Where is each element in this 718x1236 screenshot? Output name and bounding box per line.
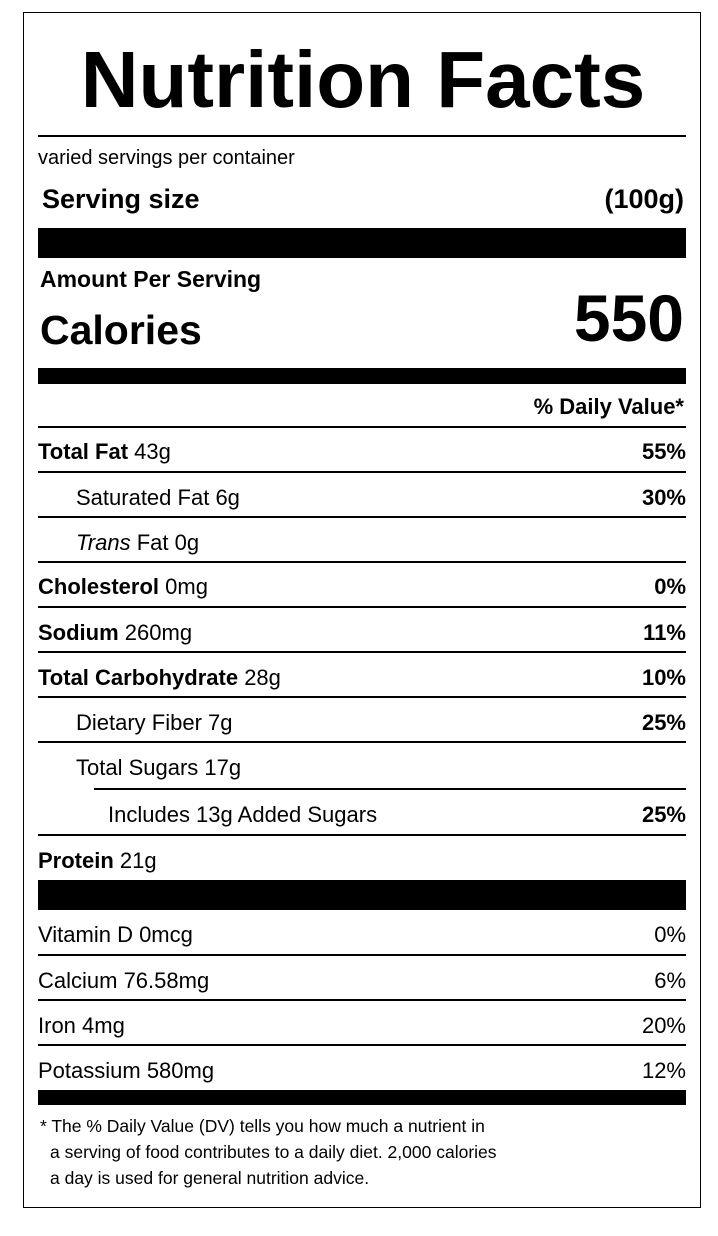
potassium-row xyxy=(38,1046,686,1090)
total-fat-row xyxy=(38,427,686,471)
potassium-text: Potassium 580mg xyxy=(38,1058,215,1083)
footnote-line-3: a day is used for general nutrition advice. xyxy=(50,1168,370,1188)
sodium-amount: 260mg xyxy=(124,620,193,645)
sodium-name: Sodium xyxy=(38,620,119,645)
footnote-line-2: a serving of food contributes to a daily diet. 2,000 calories xyxy=(50,1142,497,1162)
daily-value-header: % Daily Value* xyxy=(533,394,684,419)
nutrition-facts-label xyxy=(23,12,701,1208)
sodium-row xyxy=(38,608,686,652)
vitamin-d-text: Vitamin D 0mcg xyxy=(38,922,193,947)
saturated-fat-dv: 30% xyxy=(641,485,686,510)
saturated-fat-text xyxy=(76,485,240,511)
trans-fat-prefix: Trans xyxy=(76,530,131,555)
added-sugars-row xyxy=(38,790,686,834)
cholesterol-dv: 0% xyxy=(654,574,686,599)
cholesterol-amount: 0mg xyxy=(165,574,208,599)
added-sugars-text: Includes 13g Added Sugars xyxy=(108,802,378,827)
trans-fat-amount: 0g xyxy=(174,530,200,555)
calcium-text: Calcium 76.58mg xyxy=(38,968,210,993)
thick-divider xyxy=(38,880,686,910)
calories-divider xyxy=(38,368,686,384)
cholesterol-row xyxy=(38,562,686,606)
potassium-dv: 12% xyxy=(641,1058,686,1083)
vitamin-d-dv: 0% xyxy=(654,922,686,947)
sodium-text xyxy=(38,620,192,646)
protein-text xyxy=(38,848,157,874)
dietary-fiber-text xyxy=(76,710,233,736)
calcium-row xyxy=(38,956,686,1000)
total-fat-name: Total Fat xyxy=(38,439,129,464)
calories-label: Calories xyxy=(40,307,202,353)
amount-per-serving: Amount Per Serving xyxy=(40,266,262,292)
calcium-dv: 6% xyxy=(654,968,686,993)
footnote-divider xyxy=(38,1090,686,1105)
calories-value: 550 xyxy=(573,281,684,355)
trans-fat-name: Fat xyxy=(136,530,169,555)
total-carbohydrate-name: Total Carbohydrate xyxy=(38,665,239,690)
cholesterol-text xyxy=(38,574,208,600)
serving-size-label: Serving size xyxy=(42,184,200,214)
saturated-fat-name: Saturated Fat xyxy=(76,485,210,510)
trans-fat-text xyxy=(76,530,199,556)
sodium-dv: 11% xyxy=(643,620,686,645)
protein-row xyxy=(38,836,686,880)
total-sugars-text xyxy=(76,755,241,781)
vitamin-d-row xyxy=(38,910,686,954)
thick-divider xyxy=(38,228,686,258)
protein-amount: 21g xyxy=(119,848,157,873)
serving-size-value: (100g) xyxy=(604,184,684,214)
protein-name: Protein xyxy=(38,848,114,873)
total-fat-text xyxy=(38,439,171,465)
dietary-fiber-dv: 25% xyxy=(641,710,686,735)
title-divider xyxy=(38,135,686,137)
iron-row xyxy=(38,1001,686,1045)
trans-fat-row xyxy=(38,518,686,562)
total-sugars-amount: 17g xyxy=(204,755,242,780)
total-fat-amount: 43g xyxy=(134,439,171,464)
dietary-fiber-row xyxy=(38,698,686,742)
saturated-fat-amount: 6g xyxy=(215,485,240,510)
dietary-fiber-name: Dietary Fiber xyxy=(76,710,202,735)
dietary-fiber-amount: 7g xyxy=(208,710,233,735)
iron-dv: 20% xyxy=(641,1013,686,1038)
total-carbohydrate-row xyxy=(38,653,686,697)
total-carbohydrate-text xyxy=(38,665,281,691)
total-carbohydrate-amount: 28g xyxy=(244,665,281,690)
servings-per-container: varied servings per container xyxy=(38,147,295,169)
total-sugars-name: Total Sugars xyxy=(76,755,199,780)
label-title: Nutrition Facts xyxy=(80,35,646,124)
total-carbohydrate-dv: 10% xyxy=(641,665,686,690)
saturated-fat-row xyxy=(38,473,686,517)
total-fat-dv: 55% xyxy=(641,439,686,464)
footnote-line-1: * The % Daily Value (DV) tells you how much a nutrient in xyxy=(40,1116,485,1136)
footnote xyxy=(40,1113,680,1191)
total-sugars-row xyxy=(38,743,686,787)
cholesterol-name: Cholesterol xyxy=(38,574,160,599)
iron-text: Iron 4mg xyxy=(38,1013,125,1038)
added-sugars-dv: 25% xyxy=(641,802,686,827)
